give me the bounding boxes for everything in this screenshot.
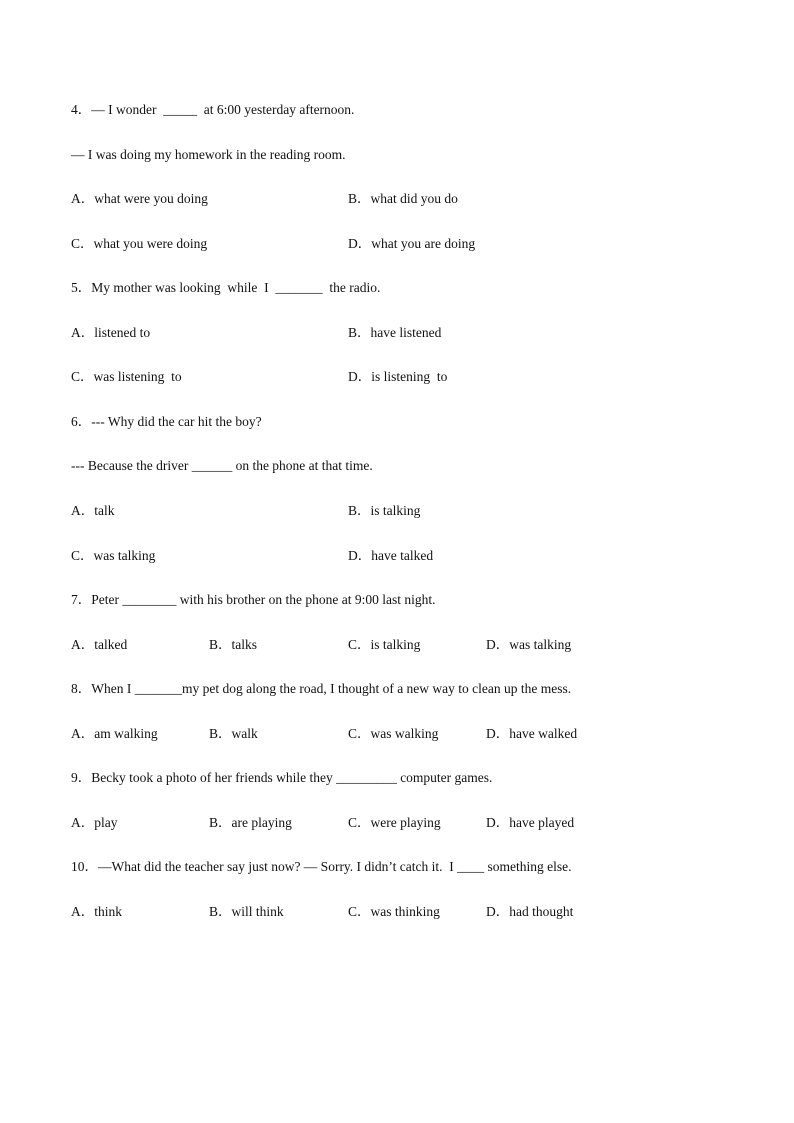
question-6-reply: --- Because the driver ______ on the phone at that time. <box>71 458 373 473</box>
question-5-option-d[interactable]: D．is listening to <box>348 369 448 384</box>
question-9-option-a[interactable]: A．play <box>71 815 118 830</box>
question-10-option-c[interactable]: C．was thinking <box>348 904 440 919</box>
question-9-option-d[interactable]: D．have played <box>486 815 575 830</box>
question-9-stem: 9．Becky took a photo of her friends while they _________ computer games. <box>71 770 493 785</box>
question-4-option-a[interactable]: A．what were you doing <box>71 191 208 206</box>
question-7-option-a[interactable]: A．talked <box>71 637 128 652</box>
question-10-option-d[interactable]: D．had thought <box>486 904 574 919</box>
question-8-option-a[interactable]: A．am walking <box>71 726 158 741</box>
question-8-option-d[interactable]: D．have walked <box>486 726 578 741</box>
question-6-option-d[interactable]: D．have talked <box>348 548 434 563</box>
question-6-option-b[interactable]: B．is talking <box>348 503 421 518</box>
question-10-stem: 10．—What did the teacher say just now? — Sorry. I didn’t catch it. I ____ something else. <box>71 859 572 874</box>
question-5-option-c[interactable]: C．was listening to <box>71 369 182 384</box>
question-9-option-b[interactable]: B．are playing <box>209 815 292 830</box>
question-4-option-c[interactable]: C．what you were doing <box>71 236 208 251</box>
question-6-option-c[interactable]: C．was talking <box>71 548 156 563</box>
question-4-reply: — I was doing my homework in the reading room. <box>71 147 346 162</box>
question-7-option-d[interactable]: D．was talking <box>486 637 572 652</box>
question-8-option-c[interactable]: C．was walking <box>348 726 439 741</box>
question-8-option-b[interactable]: B．walk <box>209 726 258 741</box>
question-9-option-c[interactable]: C．were playing <box>348 815 441 830</box>
question-5-option-a[interactable]: A．listened to <box>71 325 151 340</box>
question-4-option-b[interactable]: B．what did you do <box>348 191 458 206</box>
question-4-stem: 4．— I wonder _____ at 6:00 yesterday afternoon. <box>71 102 355 117</box>
question-7-option-c[interactable]: C．is talking <box>348 637 421 652</box>
question-5-stem: 5．My mother was looking while I _______ the radio. <box>71 280 381 295</box>
question-7-stem: 7．Peter ________ with his brother on the phone at 9:00 last night. <box>71 592 436 607</box>
question-10-option-a[interactable]: A．think <box>71 904 123 919</box>
question-10-option-b[interactable]: B．will think <box>209 904 284 919</box>
question-6-stem: 6．--- Why did the car hit the boy? <box>71 414 262 429</box>
question-6-option-a[interactable]: A．talk <box>71 503 115 518</box>
question-4-option-d[interactable]: D．what you are doing <box>348 236 476 251</box>
question-5-option-b[interactable]: B．have listened <box>348 325 442 340</box>
question-8-stem: 8．When I _______my pet dog along the road, I thought of a new way to clean up the mess. <box>71 681 572 696</box>
question-7-option-b[interactable]: B．talks <box>209 637 258 652</box>
